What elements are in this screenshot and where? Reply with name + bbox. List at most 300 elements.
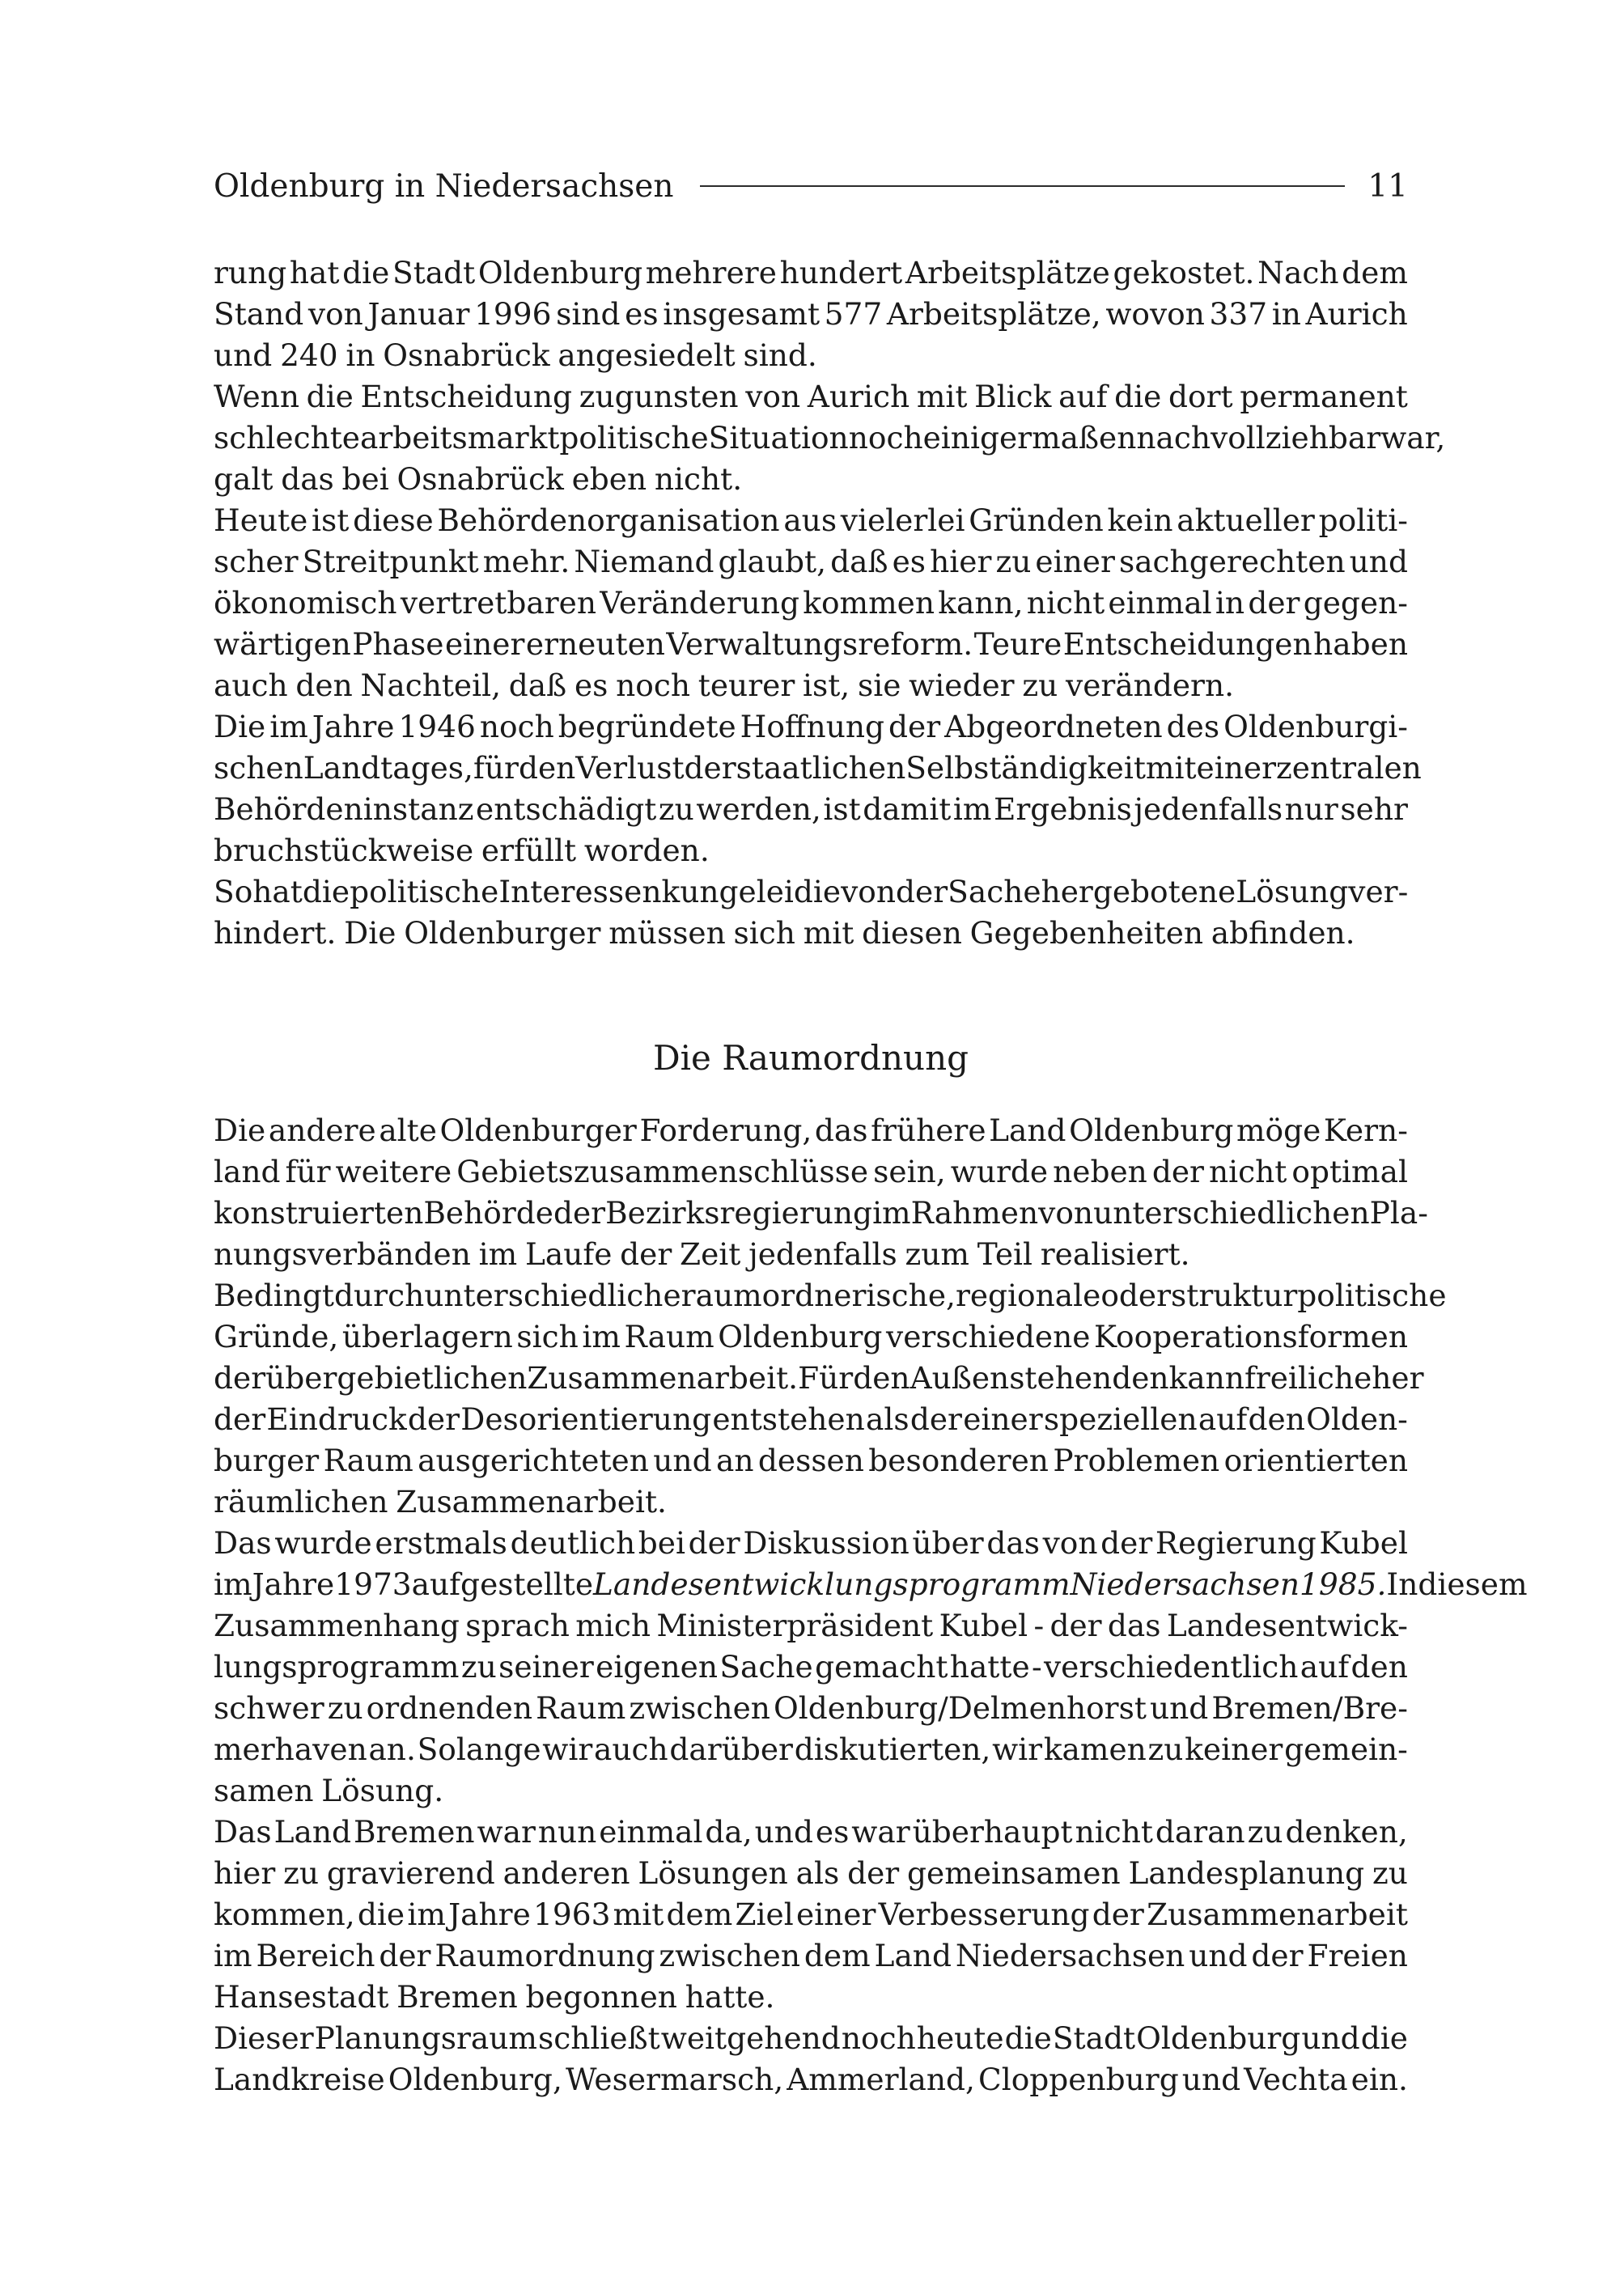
word: Oldenburg <box>1069 1113 1234 1148</box>
text-line <box>214 748 1422 789</box>
text-line <box>214 706 1408 748</box>
word: kamen <box>1043 1731 1147 1767</box>
word: mit <box>803 915 854 951</box>
word: begonnen <box>525 1979 677 2015</box>
word: erneuten <box>525 626 665 662</box>
word: Lösung. <box>321 1773 444 1808</box>
word: zu <box>1372 1855 1408 1891</box>
text-line <box>214 1894 1408 1935</box>
text-line <box>214 376 1408 417</box>
word: den <box>518 750 576 786</box>
text-line <box>214 1935 1408 1977</box>
word: überhaupt <box>912 1814 1073 1850</box>
word: ist, <box>803 668 850 703</box>
word: gravierend <box>326 1855 495 1891</box>
word: samen <box>214 1773 314 1808</box>
word: Freien <box>1307 1938 1408 1973</box>
word: Lösungen <box>638 1855 788 1891</box>
word: kommen, <box>214 1897 355 1932</box>
word: Vechta <box>1244 2062 1348 2097</box>
word: Gebietszusammenschlüsse <box>456 1154 869 1189</box>
word: - <box>1031 1649 1042 1685</box>
word: 1946 <box>398 709 476 744</box>
word: permanent <box>1240 379 1408 414</box>
word: gemein- <box>1284 1731 1408 1767</box>
word: mehrere <box>645 255 777 290</box>
word: zu <box>1247 1814 1283 1850</box>
word: lungsprogramm <box>214 1649 460 1685</box>
word: gekostet. <box>1113 255 1255 290</box>
word: einmal <box>1108 585 1212 621</box>
text-line <box>214 541 1408 583</box>
word: Bedingt <box>214 1278 334 1313</box>
word: sich <box>733 915 795 951</box>
word: Für <box>798 1360 854 1396</box>
word: kann <box>1168 1360 1245 1396</box>
word: und <box>653 1443 712 1478</box>
word: möge <box>1236 1113 1321 1148</box>
word: war <box>851 1814 910 1850</box>
word: der <box>620 1236 672 1272</box>
word: ein. <box>1351 2062 1408 2097</box>
word: In <box>1386 1566 1418 1602</box>
word: nicht <box>1208 1154 1287 1189</box>
word: gemacht <box>815 1649 948 1685</box>
word: war <box>477 1814 536 1850</box>
text-line <box>214 830 1408 871</box>
word: anderen <box>502 1855 630 1891</box>
word: Bremen <box>396 1979 518 2015</box>
word: diskutierten, <box>794 1731 991 1767</box>
word: dem <box>1342 255 1408 290</box>
word: Land <box>273 1814 352 1850</box>
word: Interessenkungelei <box>498 874 794 909</box>
word: Bremen <box>353 1814 475 1850</box>
word: raumordnerische, <box>681 1278 956 1313</box>
word: jedenfalls <box>748 1236 897 1272</box>
word: darüber <box>669 1731 793 1767</box>
word: Aurich <box>1305 296 1408 332</box>
word: Jahre <box>312 709 395 744</box>
word: dessen <box>757 1443 864 1478</box>
word: es <box>625 296 659 332</box>
word: der <box>1248 585 1300 621</box>
word: eher <box>1354 1360 1424 1396</box>
word: sich <box>516 1319 579 1354</box>
word: hundert <box>779 255 903 290</box>
word: ver- <box>1348 874 1409 909</box>
word: im <box>952 791 992 827</box>
word: im <box>269 709 308 744</box>
word: heute <box>916 2020 1004 2056</box>
word: Streitpunkt <box>302 544 479 579</box>
word: Bremen/Bre- <box>1211 1690 1408 1726</box>
text-line <box>214 1234 1408 1275</box>
word: Forderung, <box>639 1113 812 1148</box>
word: Ammerland, <box>787 2062 975 2097</box>
text-line <box>214 1193 1428 1234</box>
word: mich <box>575 1608 651 1643</box>
word: einer <box>1196 750 1277 786</box>
word: müssen <box>608 915 726 951</box>
word: Land <box>874 1938 952 1973</box>
word: nungsverbänden <box>214 1236 471 1272</box>
word: merhaven <box>214 1731 367 1767</box>
word: die <box>342 255 390 290</box>
word: Veränderung <box>600 585 799 621</box>
word: Entscheidung <box>360 379 573 414</box>
text-line <box>214 789 1408 830</box>
word: Gegebenheiten <box>969 915 1204 951</box>
text-line <box>214 1316 1408 1358</box>
word: auf <box>1198 1401 1248 1437</box>
word: Niemand <box>574 544 714 579</box>
word: Diskussion <box>743 1525 910 1561</box>
word: Abgeordneten <box>944 709 1163 744</box>
word: sind <box>556 296 621 332</box>
word: vielerlei <box>840 502 965 538</box>
running-header <box>214 162 1408 210</box>
word: im <box>582 1319 621 1354</box>
word: glaubt, <box>718 544 827 579</box>
word: der <box>847 1855 900 1891</box>
word: im <box>407 1897 446 1932</box>
word: den <box>853 1360 910 1396</box>
word: Raum <box>323 1443 413 1478</box>
text-line <box>214 459 1408 500</box>
word: aufgestellte <box>411 1566 594 1602</box>
word: der <box>910 1401 962 1437</box>
word: der <box>896 874 948 909</box>
text-line <box>214 1358 1424 1399</box>
word: an. <box>368 1731 416 1767</box>
word: Arbeitsplätze <box>905 255 1110 290</box>
word: ausgerichteten <box>418 1443 649 1478</box>
word: Sache <box>948 874 1041 909</box>
word: verändern. <box>1066 668 1235 703</box>
word: Osnabrück <box>383 337 550 373</box>
word: übergebietlichen <box>265 1360 528 1396</box>
word: 1996 <box>474 296 552 332</box>
word: Wesermarsch, <box>565 2062 784 2097</box>
text-line <box>214 335 1408 376</box>
word: Landtages, <box>303 750 473 786</box>
word: gemeinsamen <box>907 1855 1121 1891</box>
word: gebotene <box>1092 874 1236 909</box>
word: in <box>1215 585 1245 621</box>
word: Entscheidungen <box>1062 626 1312 662</box>
word: Landkreise <box>214 2062 385 2097</box>
word: der <box>214 1401 266 1437</box>
word: und <box>1189 1938 1248 1973</box>
word: des <box>1166 709 1220 744</box>
word: besonderen <box>868 1443 1049 1478</box>
word: Regierung <box>1155 1525 1317 1561</box>
word: neben <box>1053 1154 1147 1189</box>
text-line <box>214 1812 1408 1853</box>
word: von <box>745 379 801 414</box>
word: land <box>214 1154 281 1189</box>
word: jedenfalls <box>1134 791 1283 827</box>
word: nicht <box>1075 1814 1153 1850</box>
word: damit <box>863 791 952 827</box>
word: kein <box>1107 502 1173 538</box>
word: noch <box>479 709 554 744</box>
word: der <box>684 750 736 786</box>
word: Dieser <box>214 2020 314 2056</box>
text-line <box>214 1729 1408 1770</box>
word: von <box>307 296 363 332</box>
word: der <box>379 1938 431 1973</box>
section-heading: Die Raumordnung <box>652 1038 969 1078</box>
text-line <box>214 1523 1408 1564</box>
word: nun <box>537 1814 597 1850</box>
word: dort <box>1168 379 1233 414</box>
word: Solange <box>417 1731 541 1767</box>
text-line <box>214 500 1408 541</box>
text-line <box>214 1770 1408 1812</box>
word: Blick <box>974 379 1052 414</box>
word: daß <box>508 668 567 703</box>
word: optimal <box>1291 1154 1408 1189</box>
word: bei <box>341 461 389 497</box>
word: Jahre <box>252 1566 335 1602</box>
word: im <box>214 1938 252 1973</box>
text-line <box>214 871 1408 913</box>
word: diesen <box>862 915 962 951</box>
word: unterschiedliche <box>424 1278 681 1313</box>
word: über <box>912 1525 984 1561</box>
word: Verbesserung <box>878 1897 1090 1932</box>
word: hatte <box>949 1649 1030 1685</box>
word: realisiert. <box>1040 1236 1190 1272</box>
word: Aurich <box>807 379 910 414</box>
word: Raum <box>624 1319 714 1354</box>
word: und <box>1349 544 1408 579</box>
word: 577 <box>824 296 883 332</box>
word: konstruierten <box>214 1195 424 1231</box>
text-line <box>214 624 1408 665</box>
word: Ergebnis <box>993 791 1132 827</box>
word: sprach <box>465 1608 570 1643</box>
word: einer <box>963 1401 1043 1437</box>
word: im <box>478 1236 518 1272</box>
word: Osnabrück <box>396 461 564 497</box>
word: haben <box>1313 626 1408 662</box>
text-line <box>214 2059 1408 2100</box>
word: schlechte <box>214 420 360 456</box>
text-line <box>214 1110 1408 1151</box>
word: wärtigen <box>214 626 351 662</box>
word: Arbeitsplätze, <box>886 296 1101 332</box>
word: keiner <box>1185 1731 1283 1767</box>
word: Oldenburger <box>439 1113 637 1148</box>
word: Außenstehenden <box>910 1360 1169 1396</box>
word: Oldenburg/Delmenhorst <box>773 1690 1147 1726</box>
word: vertretbaren <box>400 585 597 621</box>
word: erfüllt <box>481 833 577 868</box>
word: Teure <box>973 626 1062 662</box>
word: Ministerpräsident <box>656 1608 934 1643</box>
word: den <box>1351 1649 1408 1685</box>
word: Zusammenarbeit <box>1147 1897 1408 1932</box>
word: 1963 <box>533 1897 611 1932</box>
text-line <box>214 294 1408 335</box>
word: wir <box>542 1731 593 1767</box>
word: eben <box>571 461 647 497</box>
word: die <box>793 874 842 909</box>
word: worden. <box>583 833 710 868</box>
word: Zusammenarbeit. <box>396 1484 667 1519</box>
word: strukturpolitische <box>1171 1278 1447 1313</box>
word: die <box>1114 379 1162 414</box>
word: 1973 <box>334 1566 412 1602</box>
word: Zusammenarbeit. <box>527 1360 799 1396</box>
word: den <box>295 668 353 703</box>
word: 337 <box>1209 296 1268 332</box>
word: sie <box>857 668 901 703</box>
word: kommen <box>803 585 935 621</box>
word: speziellen <box>1043 1401 1198 1437</box>
word: von <box>1042 1525 1098 1561</box>
word: Cloppenburg <box>978 2062 1179 2097</box>
word: oder <box>1100 1278 1172 1313</box>
word: Oldenburg <box>1136 2020 1301 2056</box>
word: frühere <box>871 1113 986 1148</box>
text-line <box>214 1481 1408 1523</box>
word: zu <box>658 791 694 827</box>
word: rung <box>214 255 287 290</box>
word: bruchstückweise <box>214 833 474 868</box>
word: abfinden. <box>1211 915 1355 951</box>
word: Zusammenhang <box>214 1608 460 1643</box>
word: hier <box>214 1855 276 1891</box>
word: Oldenburger <box>404 915 601 951</box>
word: wovon <box>1105 296 1205 332</box>
word: aktueller <box>1177 502 1315 538</box>
word: staatlichen <box>736 750 906 786</box>
word: 240 <box>280 337 338 373</box>
word: der <box>1151 1154 1204 1189</box>
word: noch <box>848 420 923 456</box>
word: Bereich <box>256 1938 375 1973</box>
word: Olden- <box>1306 1401 1408 1437</box>
word: einer <box>795 1897 876 1932</box>
word: Landesplanung <box>1128 1855 1365 1891</box>
text-line <box>214 583 1408 624</box>
word: zum <box>905 1236 969 1272</box>
word: noch <box>841 2020 916 2056</box>
word: Jahre <box>448 1897 531 1932</box>
word: zu <box>327 1690 363 1726</box>
word: als <box>866 1401 910 1437</box>
word: Planungsraum <box>314 2020 537 2056</box>
word: arbeitsmarktpolitische <box>360 420 709 456</box>
word: und <box>1149 1690 1209 1726</box>
word: dem <box>804 1938 871 1973</box>
word: räumlichen <box>214 1484 388 1519</box>
word: Hansestadt <box>214 1979 389 2015</box>
word: Landesentwick- <box>1166 1608 1408 1643</box>
word: Situation <box>708 420 849 456</box>
word: auch <box>214 668 288 703</box>
word: der <box>1100 1525 1153 1561</box>
word: nicht <box>1026 585 1105 621</box>
word: nachvollziehbar <box>1136 420 1381 456</box>
running-header-title: Oldenburg in Niedersachsen <box>214 167 674 205</box>
word: zwischen <box>629 1690 770 1726</box>
word: Heute <box>214 502 308 538</box>
word: in <box>1271 296 1301 332</box>
word: die <box>357 1897 405 1932</box>
word: war, <box>1380 420 1446 456</box>
word: orientierten <box>1223 1443 1408 1478</box>
word: Behördenorganisation <box>437 502 780 538</box>
word: für <box>285 1154 331 1189</box>
word: der <box>1251 1938 1304 1973</box>
word: ordnenden <box>366 1690 533 1726</box>
word: daß <box>830 544 888 579</box>
word: mit <box>916 379 968 414</box>
word: mit <box>613 1897 664 1932</box>
word: politische <box>350 874 499 909</box>
text-line <box>214 1399 1408 1440</box>
word: hindert. <box>214 915 337 951</box>
word: seiner <box>498 1649 594 1685</box>
word: Wenn <box>214 379 299 414</box>
word: Verlust <box>575 750 685 786</box>
word: teurer <box>698 668 795 703</box>
word: Bezirksregierung <box>605 1195 873 1231</box>
word: für <box>473 750 519 786</box>
word: der <box>688 1525 740 1561</box>
word: Die <box>214 709 266 744</box>
word: da, <box>705 1814 753 1850</box>
word: Raumordnung <box>435 1938 655 1973</box>
word: weitgehend <box>660 2020 841 2056</box>
word: regionale <box>955 1278 1101 1313</box>
word: denken, <box>1285 1814 1408 1850</box>
word: mehr. <box>482 544 570 579</box>
word: Gründe, <box>214 1319 339 1354</box>
word: den <box>1248 1401 1305 1437</box>
word: Kooperationsformen <box>1094 1319 1408 1354</box>
word: einigermaßen <box>922 420 1137 456</box>
word: insgesamt <box>663 296 820 332</box>
word: So <box>214 874 253 909</box>
word: 1985. <box>1300 1566 1387 1602</box>
word: an <box>715 1443 754 1478</box>
word: es <box>574 668 608 703</box>
word: einer <box>444 626 525 662</box>
word: andere <box>268 1113 376 1148</box>
word: der <box>1049 1608 1102 1643</box>
text-line <box>214 1440 1408 1481</box>
word: im <box>214 1566 252 1602</box>
word: Nachteil, <box>360 668 502 703</box>
word: zugunsten <box>579 379 739 414</box>
word: von <box>1038 1195 1094 1231</box>
word: Zeit <box>680 1236 741 1272</box>
word: der <box>1092 1897 1144 1932</box>
word: überlagern <box>341 1319 513 1354</box>
word: Rahmen <box>910 1195 1039 1231</box>
word: sachgerechten <box>1118 544 1346 579</box>
word: Verwaltungsreform. <box>666 626 973 662</box>
word: Nach <box>1257 255 1339 290</box>
word: die <box>306 379 354 414</box>
word: Teil <box>977 1236 1032 1272</box>
